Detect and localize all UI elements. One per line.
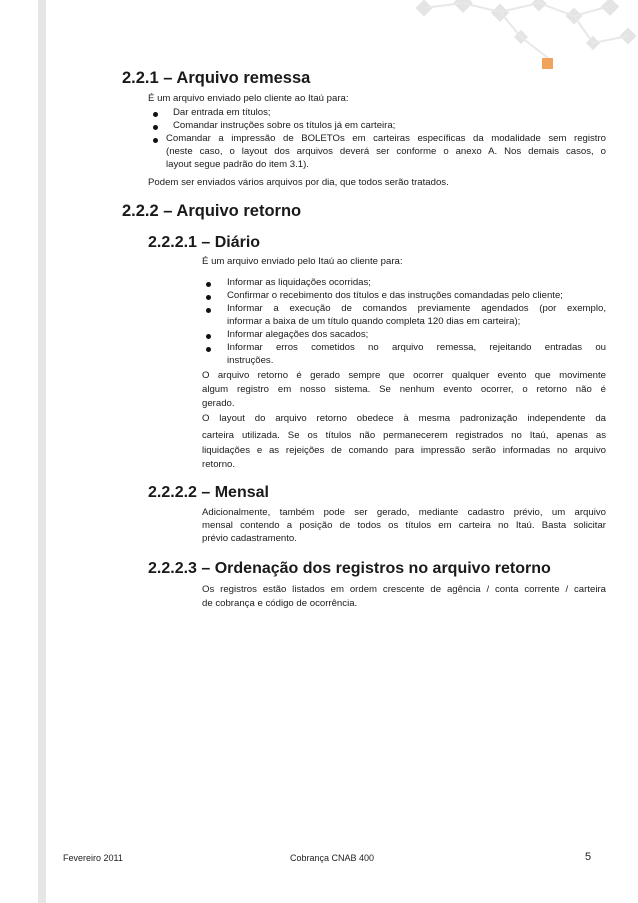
bullet-icon xyxy=(206,347,211,352)
diario-bullet-1: Informar as liquidações ocorridas; xyxy=(227,277,371,288)
ordenacao-line-2: de cobrança e código de ocorrência. xyxy=(202,598,358,609)
diario-bullet-5-cont: instruções. xyxy=(227,355,274,366)
diario-bullet-2: Confirmar o recebimento dos títulos e das instruções comandadas pelo cliente; xyxy=(227,290,563,301)
diario-para-2-line-2: carteira utilizada. Se os títulos não permanecerem registrados no Itaú, apenas as xyxy=(202,430,606,441)
remessa-closing: Podem ser enviados vários arquivos por dia, que todos serão tratados. xyxy=(148,177,449,188)
diario-para-2-line-3: liquidações e as rejeições de comando para impressão serão informadas no arquivo xyxy=(202,445,606,456)
remessa-bullet-2: Comandar instruções sobre os títulos já em carteira; xyxy=(173,120,396,131)
bullet-icon xyxy=(206,282,211,287)
orange-accent-square xyxy=(542,58,553,69)
footer-date: Fevereiro 2011 xyxy=(63,853,123,863)
remessa-bullet-3-line-2: (neste caso, o layout dos arquivos deverá ser conforme o anexo A. Nos demais casos, o xyxy=(166,146,606,157)
heading-2-2-2-3: 2.2.2.3 – Ordenação dos registros no arquivo retorno xyxy=(148,560,551,577)
ordenacao-line-1: Os registros estão listados em ordem crescente de agência / conta corrente / carteira xyxy=(202,584,606,595)
footer-page-number: 5 xyxy=(585,851,592,863)
diario-para-1-line-3: gerado. xyxy=(202,398,235,409)
diario-bullet-3-cont: informar a baixa de um título quando completa 120 dias em carteira); xyxy=(227,316,521,327)
bullet-icon xyxy=(153,125,158,130)
diario-bullet-5: Informar erros cometidos no arquivo remessa, rejeitando entradas ou xyxy=(227,342,606,353)
diario-intro: É um arquivo enviado pelo Itaú ao cliente para: xyxy=(202,256,403,267)
diario-para-2-line-1: O layout do arquivo retorno obedece à mesma padronização independente da xyxy=(202,413,606,424)
heading-2-2-2: 2.2.2 – Arquivo retorno xyxy=(122,202,302,220)
bullet-icon xyxy=(206,295,211,300)
mensal-line-2: mensal contendo a posição de todos os títulos em carteira no Itaú. Basta solicitar xyxy=(202,520,606,531)
footer-title: Cobrança CNAB 400 xyxy=(290,853,375,863)
left-margin-band xyxy=(38,0,46,903)
diario-para-2-line-4: retorno. xyxy=(202,459,236,470)
diario-bullet-4: Informar alegações dos sacados; xyxy=(227,329,369,340)
header-decoration xyxy=(398,0,638,90)
mensal-line-1: Adicionalmente, também pode ser gerado, mediante cadastro prévio, um arquivo xyxy=(202,507,606,518)
heading-2-2-1: 2.2.1 – Arquivo remessa xyxy=(122,69,311,87)
heading-2-2-2-2: 2.2.2.2 – Mensal xyxy=(148,484,269,501)
mensal-line-3: prévio cadastramento. xyxy=(202,533,297,544)
heading-2-2-2-1: 2.2.2.1 – Diário xyxy=(148,234,261,251)
remessa-bullet-3-line-1: Comandar a impressão de BOLETOs em carteiras específicas da modalidade sem registro xyxy=(166,133,606,144)
diario-bullet-3: Informar a execução de comandos previamente agendados (por exemplo, xyxy=(227,303,606,314)
remessa-bullet-1: Dar entrada em títulos; xyxy=(173,107,271,118)
bullet-icon xyxy=(206,308,211,313)
diario-para-1-line-2: algum registro em nosso sistema. Se nenhum evento ocorrer, o retorno não é xyxy=(202,384,606,395)
diario-para-1-line-1: O arquivo retorno é gerado sempre que ocorrer qualquer evento que movimente xyxy=(202,370,606,381)
remessa-bullet-3-line-3: layout segue padrão do item 3.1). xyxy=(166,159,309,170)
bullet-icon xyxy=(153,138,158,143)
remessa-intro: É um arquivo enviado pelo cliente ao Itaú para: xyxy=(148,93,349,104)
bullet-icon xyxy=(206,334,211,339)
bullet-icon xyxy=(153,112,158,117)
